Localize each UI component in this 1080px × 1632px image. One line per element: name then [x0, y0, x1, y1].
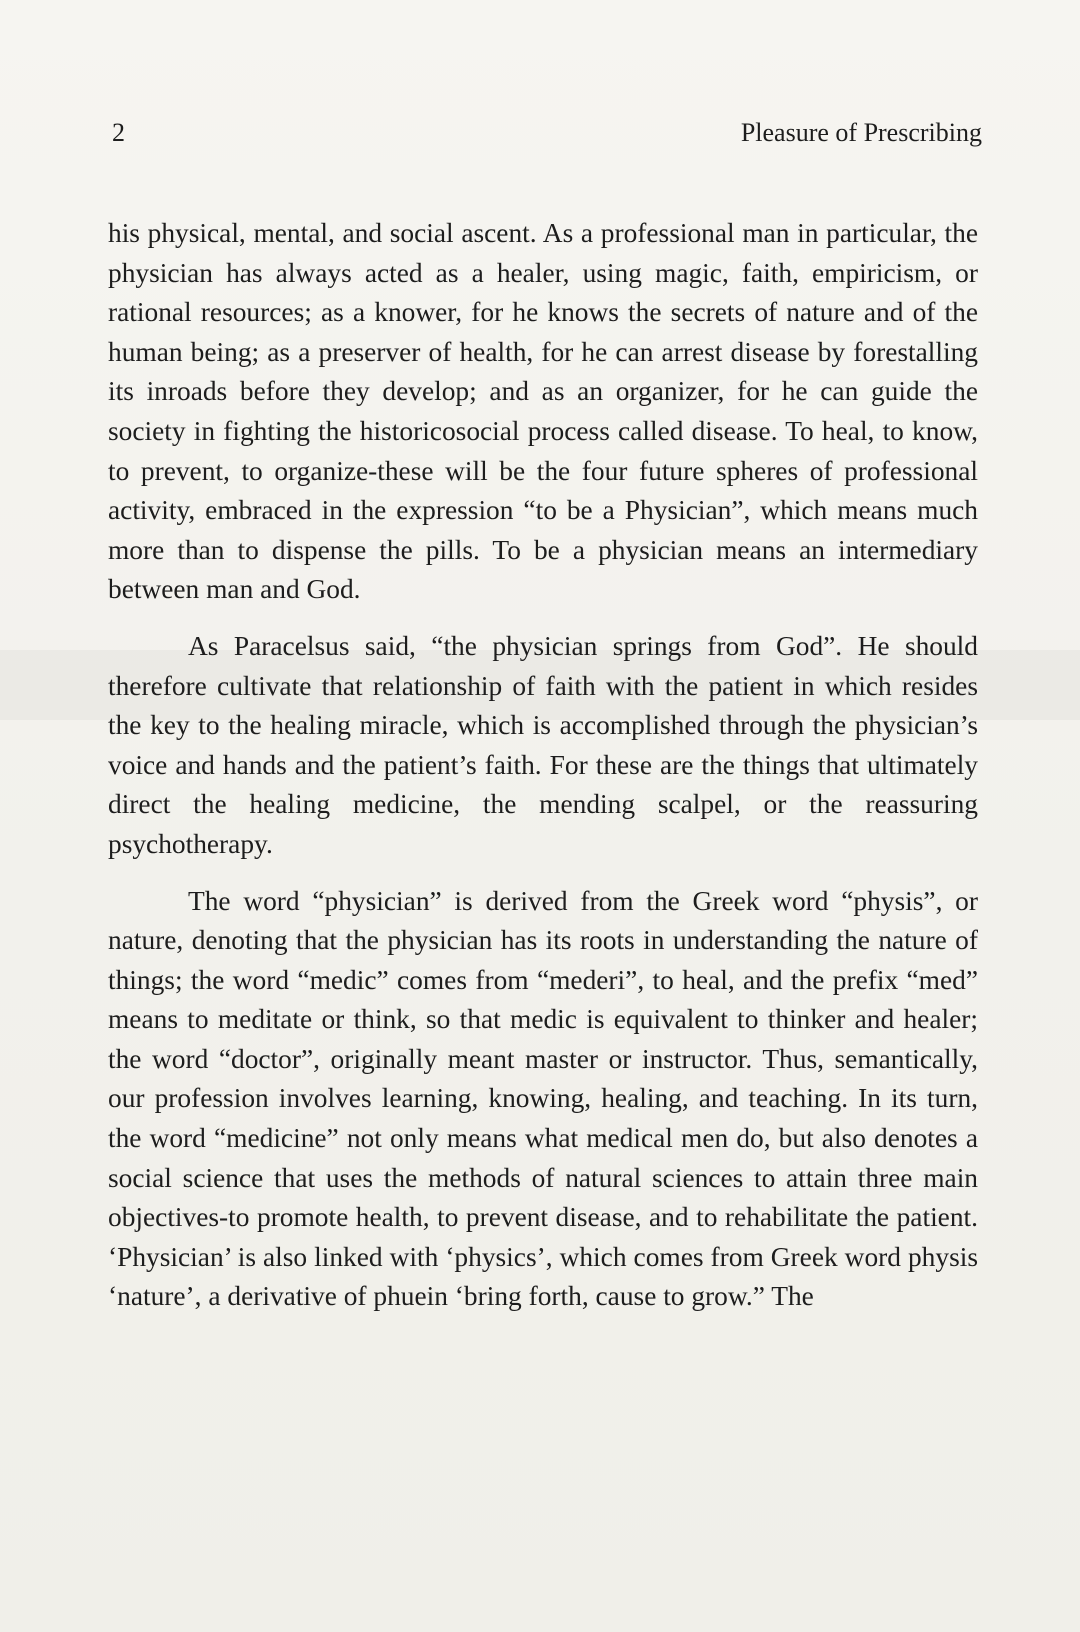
page-header: [112, 118, 982, 158]
running-title: Pleasure of Prescribing: [740, 118, 982, 147]
paragraph-2: As Paracelsus said, “the physician springs from God”. He should therefore cultivate that relationship of faith with the patient in which resides the key to the healing miracle, which is accomplished through the physician’s voice and hands and the patient’s faith. For these are the things that ultimately direct the healing medicine, the mending scalpel, or the reassuring psychotherapy.: [108, 630, 978, 859]
paragraph-1: his physical, mental, and social ascent. As a professional man in particular, the physician has always acted as a healer, using magic, faith, empiricism, or rational resources; as a knower, for he knows the secrets of nature and of the human being; as a preserver of health, for he can arrest disease by forestalling its inroads before they develop; and as an organizer, for he can guide the society in fighting the historicosocial process called disease. To heal, to know, to prevent, to organize-these will be the four future spheres of professional activity, embraced in the expression “to be a Physician”, which means much more than to dispense the pills. To be a physician means an intermediary between man and God.: [108, 218, 978, 605]
page-number: 2: [112, 118, 125, 147]
paragraph-3: The word “physician” is derived from the Greek word “physis”, or nature, denoting that the physician has its roots in understanding the nature of things; the word “medic” comes from “mederi”, to heal, and the prefix “med” means to meditate or think, so that medic is equivalent to thinker and healer; the word “doctor”, originally meant master or instructor. Thus, semantically, our profession involves learning, knowing, healing, and teaching. In its turn, the word “medicine” not only means what medical men do, but also denotes a social science that uses the methods of natural sciences to attain three main objectives-to promote health, to prevent disease, and to rehabilitate the patient. ‘Physician’ is also linked with ‘physics’, which comes from Greek word physis ‘nature’, a derivative of phuein ‘bring forth, cause to grow.” The: [108, 885, 978, 1312]
body-text: [108, 214, 978, 1317]
